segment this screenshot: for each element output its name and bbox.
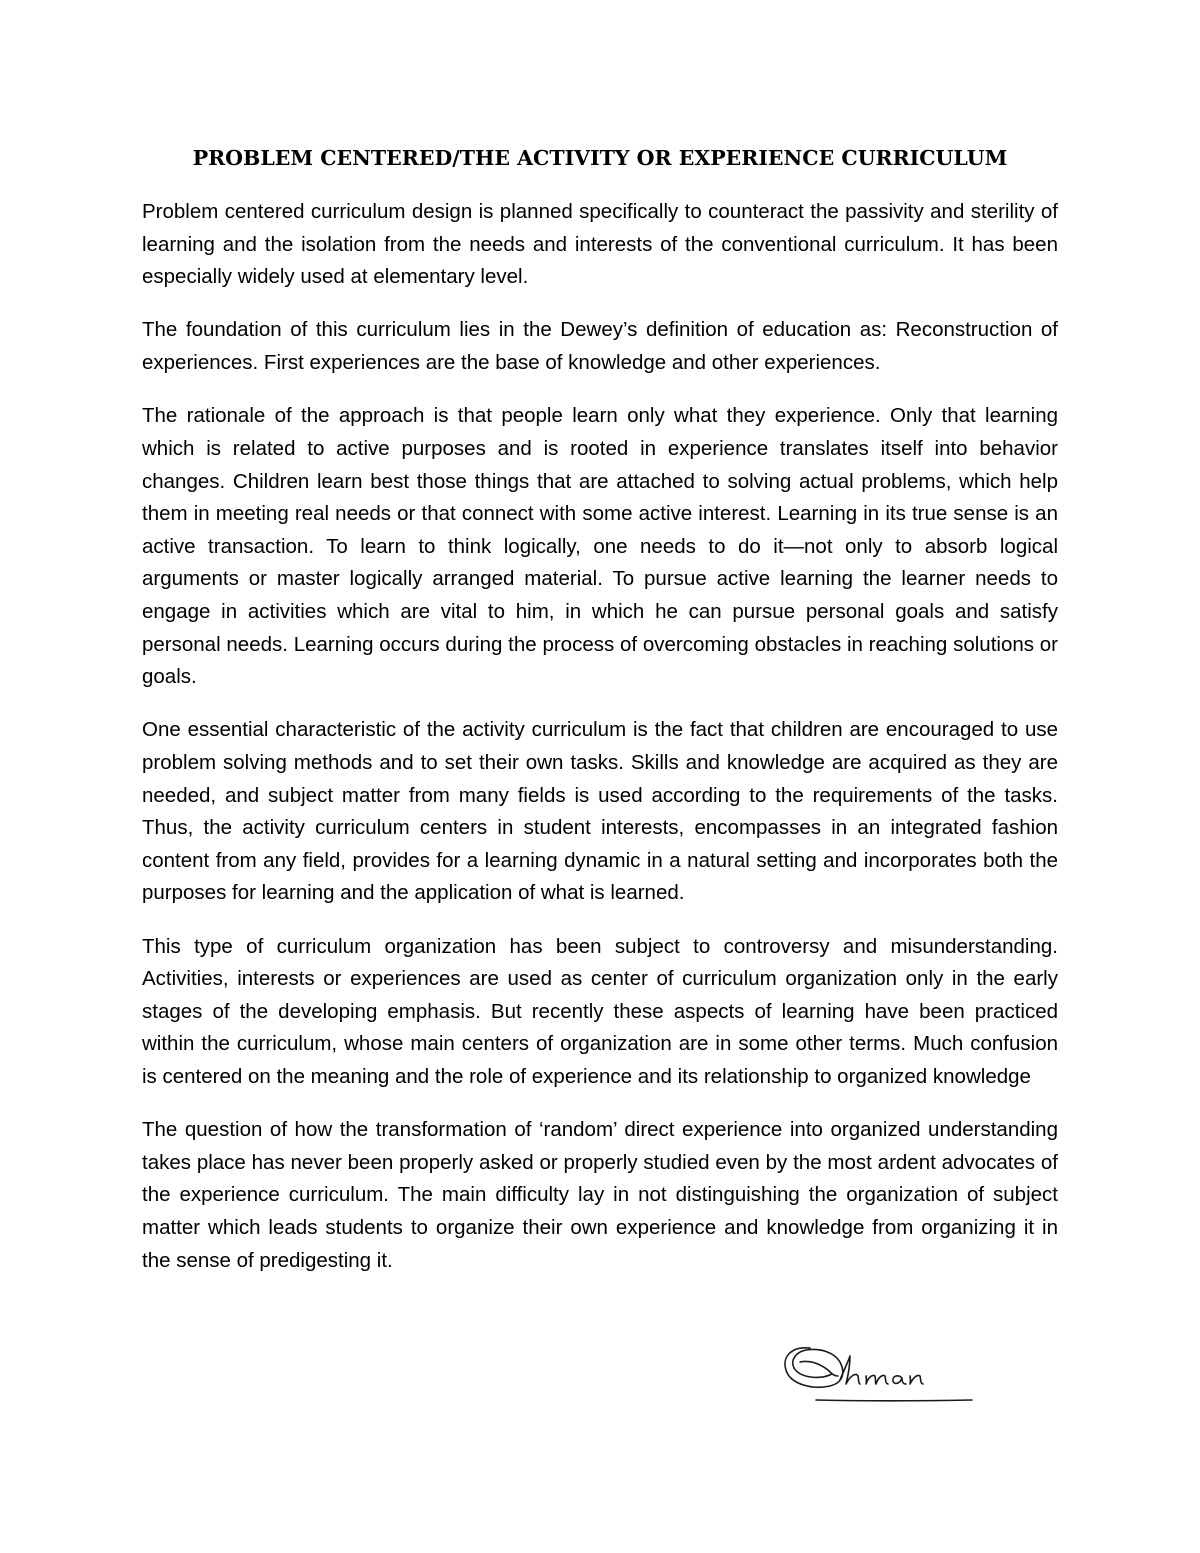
paragraph-rationale: The rationale of the approach is that people learn only what they experience. Only that learning which is related to active purposes and is rooted in experience translates itself into behavior changes. Children learn best those things that are attached to solving actual problems, which help them in meeting real needs or that connect with some active interest. Learning in its true sense is an active transaction. To learn to think logically, one needs to do it—not only to absorb logical arguments or master logically arranged material. To pursue active learning the learner needs to engage in activities which are vital to him, in which he can pursue personal goals and satisfy personal needs. Learning occurs during the process of overcoming obstacles in reaching solutions or goals.	[142, 404, 1058, 689]
document-body	[142, 196, 1058, 1298]
paragraph-question: The question of how the transformation of ‘random’ direct experience into organized understanding takes place has never been properly asked or properly studied even by the most ardent advocates of the experience curriculum. The main difficulty lay in not distinguishing the organization of subject matter which leads students to organize their own experience and knowledge from organizing it in the sense of predigesting it.	[142, 1118, 1058, 1272]
paragraph-foundation: The foundation of this curriculum lies in the Dewey’s definition of education as: Reconstruction of experiences. First experiences are the base of knowledge and other experiences.	[142, 318, 1058, 375]
signature-stroke-n	[910, 1375, 923, 1384]
signature-stroke-d	[785, 1348, 843, 1387]
document-title: PROBLEM CENTERED/THE ACTIVITY OR EXPERIENCE CURRICULUM	[192, 146, 1008, 170]
paragraph-intro: Problem centered curriculum design is planned specifically to counteract the passivity and sterility of learning and the isolation from the needs and interests of the conventional curriculum. It has been especially widely used at elementary level.	[142, 200, 1058, 289]
paragraph-characteristic: One essential characteristic of the activity curriculum is the fact that children are encouraged to use problem solving methods and to set their own tasks. Skills and knowledge are acquired as they are needed, and subject matter from many fields is used according to the requirements of the tasks. Thus, the activity curriculum centers in student interests, encompasses in an integrated fashion content from any field, provides for a learning dynamic in a natural setting and incorporates both the purposes for learning and the application of what is learned.	[142, 718, 1058, 905]
signature-stroke-inner	[800, 1361, 838, 1376]
handwritten-signature	[780, 1340, 980, 1410]
signature-underline	[816, 1400, 972, 1401]
signature-stroke-a	[893, 1376, 906, 1384]
paragraph-controversy: This type of curriculum organization has been subject to controversy and misunderstanding. Activities, interests or experiences are used as center of curriculum organization only in the early stages of the developing emphasis. But recently these aspects of learning have been practiced within the curriculum, whose main centers of organization are in some other terms. Much confusion is centered on the meaning and the role of experience and its relationship to organized knowledge	[142, 934, 1058, 1088]
signature-stroke-m	[866, 1375, 888, 1384]
